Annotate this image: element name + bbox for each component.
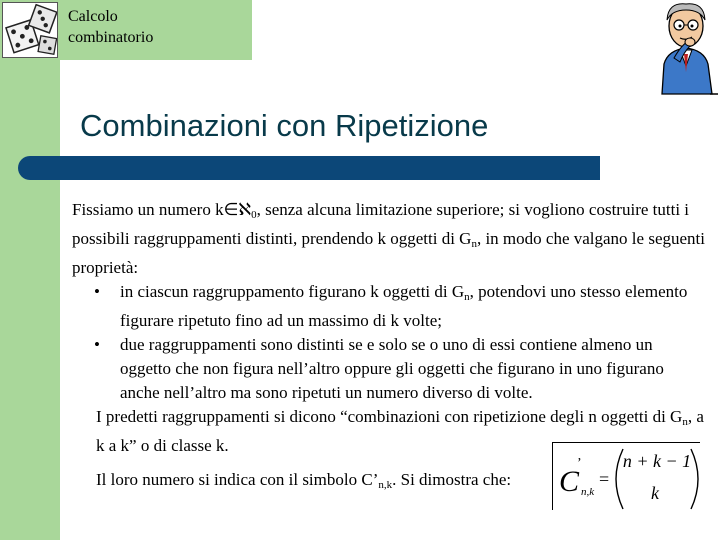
slide-content (72, 198, 706, 458)
element-of-symbol: ∈ (223, 200, 239, 219)
count-text-2: . Si dimostra che: (392, 470, 512, 489)
definition-text-1: I predetti raggruppamenti si dicono “combinazioni con ripetizione degli n oggetti di G (96, 407, 683, 426)
formula-prime: ’ (577, 456, 582, 471)
section-title-line1: Calcolo (68, 8, 118, 25)
bullet-subscript: n (464, 291, 470, 303)
count-text-1: Il loro numero si indica con il simbolo C’ (96, 470, 379, 489)
bullet-text-a: in ciascun raggruppamento figurano k oggetti di G (120, 282, 465, 301)
section-title (68, 6, 153, 48)
right-paren (691, 449, 698, 509)
title-underline-bar (18, 156, 600, 180)
count-subscript: n,k (378, 479, 393, 491)
bullet-text-b: , potendovi uno stesso elemento figurare ripetuto fino ad un massimo di k volte; (120, 282, 688, 330)
count-sentence (96, 470, 511, 491)
section-title-line2: combinatorio (68, 29, 154, 46)
formula-symbol: C (559, 465, 580, 498)
definition-subscript: n (682, 416, 688, 428)
definition-text-2: , a k a k” o di classe k. (96, 407, 704, 455)
list-item (72, 333, 706, 405)
properties-list (72, 280, 706, 405)
bullet-text-a: due raggruppamenti sono distinti se e solo se o uno di essi contiene almeno un oggetto che non figura nell’altro oppure gli oggetti che figurano in uno figurano anche nell’altro ma sono ripetuti un numero diverso di volte. (120, 335, 664, 402)
formula-box (552, 442, 700, 510)
formula-subscript: n,k (581, 486, 595, 498)
aleph-symbol: ℵ (238, 200, 252, 219)
thinking-professor-icon (654, 0, 718, 96)
bullet: • (94, 335, 100, 354)
formula-equals: = (599, 469, 610, 489)
intro-text-1: Fissiamo un numero k (72, 200, 224, 219)
slide-title: Combinazioni con Ripetizione (80, 108, 489, 143)
intro-subscript: n (471, 238, 477, 250)
binomial-top: n + k − 1 (622, 451, 692, 471)
intro-paragraph (72, 198, 706, 280)
intro-text-3: , in modo che valgano le seguenti proprietà: (72, 229, 705, 277)
binomial-bottom: k (651, 483, 659, 503)
intro-text-2: , senza alcuna limitazione superiore; si vogliono costruire tutti i possibili raggruppamenti distinti, prendendo k oggetti di G (72, 200, 690, 248)
dice-icon (2, 2, 58, 58)
bullet: • (94, 282, 100, 301)
aleph-subscript: 0 (251, 209, 257, 221)
list-item (72, 280, 706, 333)
left-strip (0, 0, 60, 540)
